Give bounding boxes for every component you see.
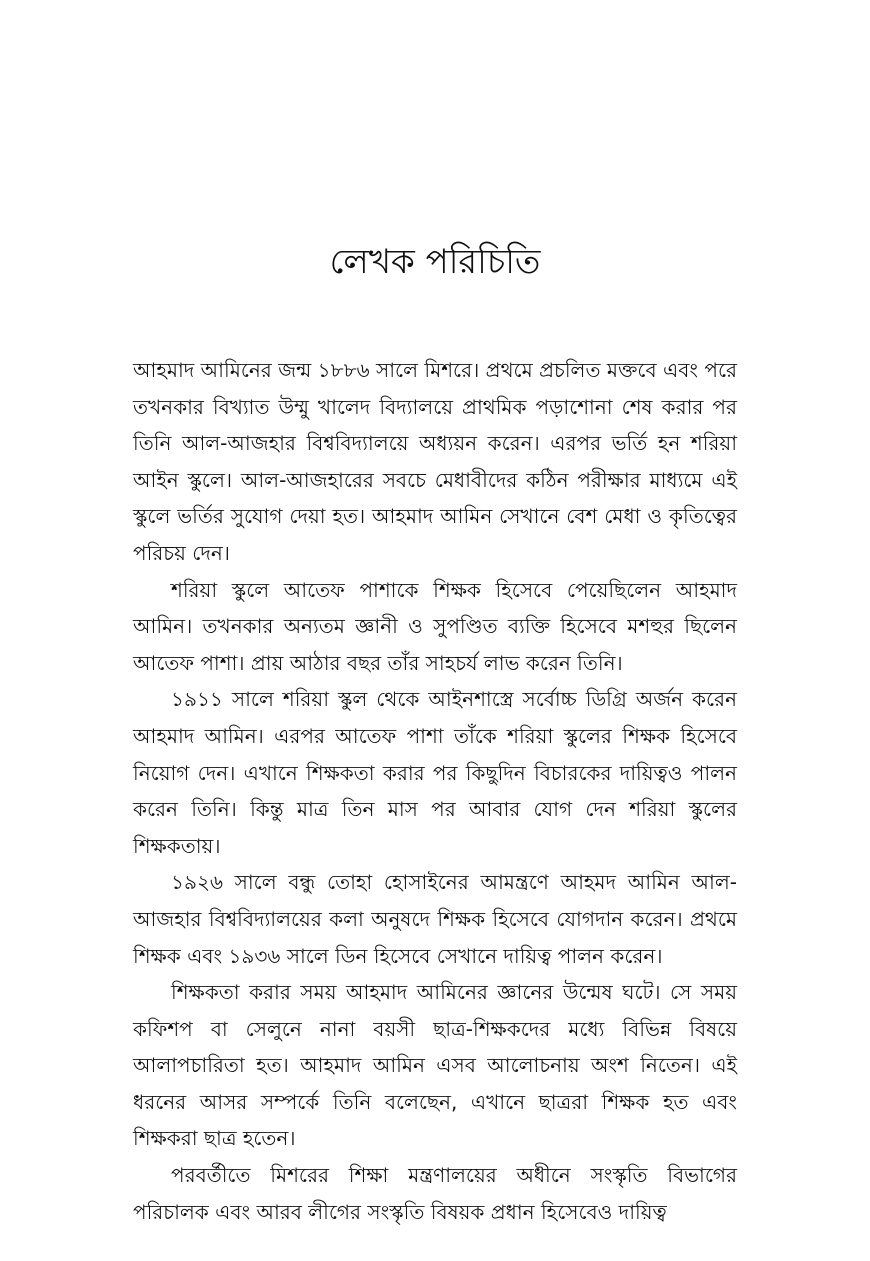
paragraph-1: আহমাদ আমিনের জন্ম ১৮৮৬ সালে মিশরে। প্রথমে প্রচলিত মক্তবে এবং পরে তখনকার বিখ্যাত উম্মু খালেদ বিদ্যালয়ে প্রাথমিক পড়াশোনা শেষ করার পর তিনি আল-আজহার বিশ্ববিদ্যালয়ে অধ্যয়ন করেন। এরপর ভর্তি হন শরিয়া আইন স্কুলে। আল-আজহারের সবচে মেধাবীদের কঠিন পরীক্ষার মাধ্যমে এই স্কুলে ভর্তির সুযোগ দেয়া হত। আহমাদ আমিন সেখানে বেশ মেধা ও কৃতিত্বের পরিচয় দেন। (133, 358, 737, 565)
paragraph-4: ১৯২৬ সালে বন্ধু তোহা হোসাইনের আমন্ত্রণে আহমদ আমিন আল-আজহার বিশ্ববিদ্যালয়ের কলা অনুষদে শিক্ষক হিসেবে যোগদান করেন। প্রথমে শিক্ষক এবং ১৯৩৬ সালে ডিন হিসেবে সেখানে দায়িত্ব পালন করেন। (133, 870, 737, 968)
paragraph-6: পরবর্তীতে মিশরের শিক্ষা মন্ত্রণালয়ের অধীনে সংস্কৃতি বিভাগের পরিচালক এবং আরব লীগের সংস্কৃতি বিষয়ক প্রধান হিসেবেও দায়িত্ব (133, 1163, 737, 1224)
paragraph-5: শিক্ষকতা করার সময় আহমাদ আমিনের জ্ঞানের উন্মেষ ঘটে। সে সময় কফিশপ বা সেলুনে নানা বয়সী ছাত্র-শিক্ষকদের মধ্যে বিভিন্ন বিষয়ে আলাপচারিতা হত। আহমাদ আমিন এসব আলোচনায় অংশ নিতেন। এই ধরনের আসর সম্পর্কে তিনি বলেছেন, এখানে ছাত্ররা শিক্ষক হত এবং শিক্ষকরা ছাত্র হতেন। (133, 980, 737, 1151)
paragraph-2: শরিয়া স্কুলে আতেফ পাশাকে শিক্ষক হিসেবে পেয়েছিলেন আহমাদ আমিন। তখনকার অন্যতম জ্ঞানী ও সুপণ্ডিত ব্যক্তি হিসেবে মশহুর ছিলেন আতেফ পাশা। প্রায় আঠার বছর তাঁর সাহচর্য লাভ করেন তিনি। (133, 577, 737, 675)
page-title: লেখক পরিচিতি (329, 242, 541, 282)
document-body (133, 352, 737, 1230)
paragraph-3: ১৯১১ সালে শরিয়া স্কুল থেকে আইনশাস্ত্রে সর্বোচ্চ ডিগ্রি অর্জন করেন আহমাদ আমিন। এরপর আতেফ পাশা তাঁকে শরিয়া স্কুলের শিক্ষক হিসেবে নিয়োগ দেন। এখানে শিক্ষকতা করার পর কিছুদিন বিচারকের দায়িত্বও পালন করেন তিনি। কিন্তু মাত্র তিন মাস পর আবার যোগ দেন শরিয়া স্কুলের শিক্ষকতায়। (133, 687, 737, 858)
